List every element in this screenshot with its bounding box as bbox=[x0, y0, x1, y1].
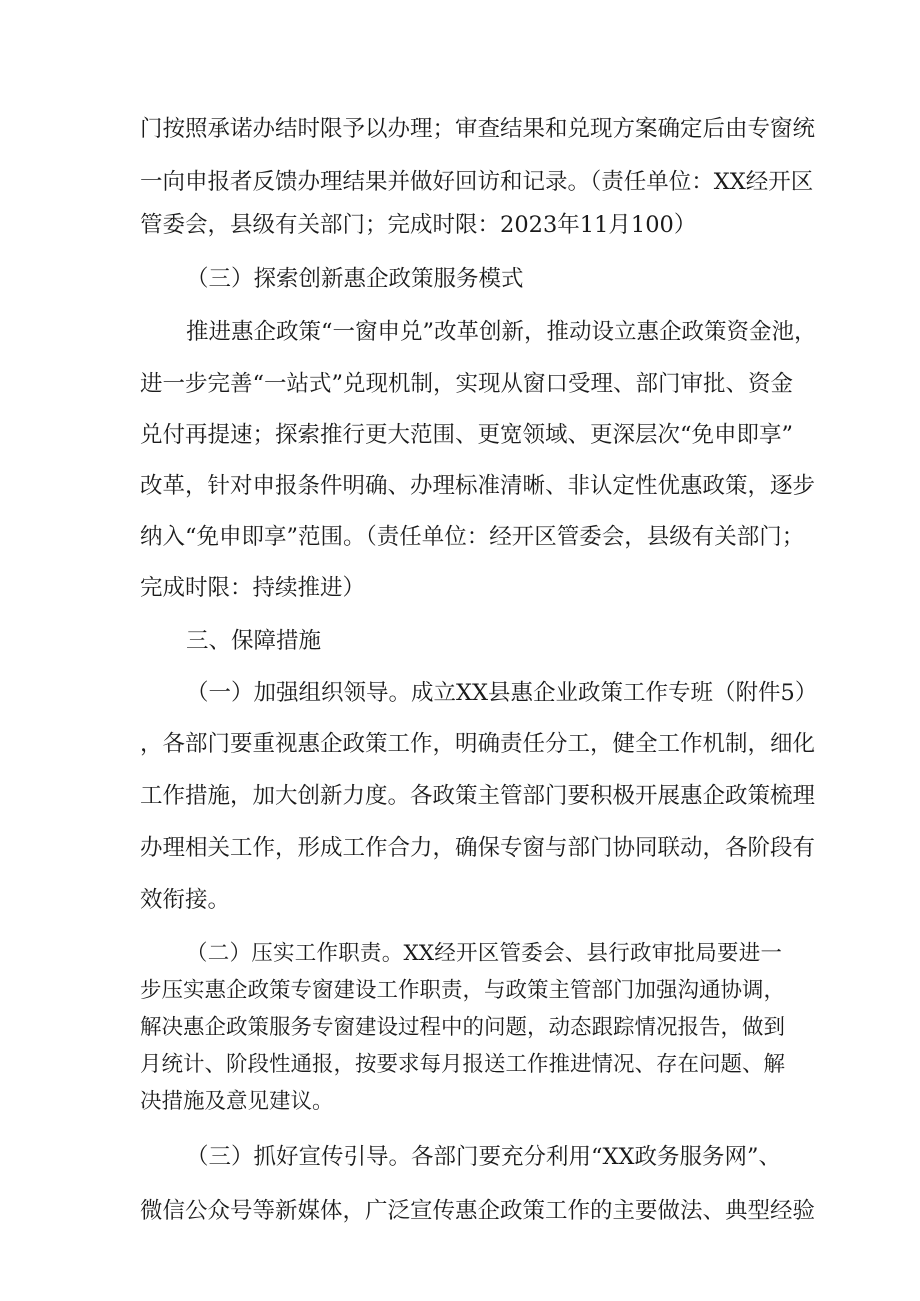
text-line: 微信公众号等新媒体，广泛宣传惠企政策工作的主要做法、典型经验 bbox=[140, 1198, 816, 1224]
text-line: 纳入“免申即享”范围。（责任单位：经开区管委会，县级有关部门； bbox=[140, 524, 805, 550]
text-line: 解决惠企政策服务专窗建设过程中的问题，动态跟踪情况报告，做到 bbox=[140, 1015, 786, 1040]
text-line: 步压实惠企政策专窗建设工作职责，与政策主管部门加强沟通协调， bbox=[140, 978, 786, 1003]
text-line: 管委会，县级有关部门；完成时限：2023年11月100） bbox=[140, 212, 697, 238]
text-line: 工作措施，加大创新力度。各政策主管部门要积极开展惠企政策梳理 bbox=[140, 783, 816, 809]
text-line: 门按照承诺办结时限予以办理；审查结果和兑现方案确定后由专窗统 bbox=[140, 116, 816, 142]
text-line: 决措施及意见建议。 bbox=[140, 1089, 334, 1114]
text-line: 月统计、阶段性通报，按要求每月报送工作推进情况、存在问题、解 bbox=[140, 1052, 786, 1077]
text-line: 改革，针对申报条件明确、办理标准清晰、非认定性优惠政策，逐步 bbox=[140, 473, 816, 499]
text-line: 效衔接。 bbox=[140, 887, 231, 913]
text-line: 进一步完善“一站式”兑现机制，实现从窗口受理、部门审批、资金 bbox=[140, 371, 794, 397]
text-line: （二）压实工作职责。XX经开区管委会、县行政审批局要进一 bbox=[186, 941, 782, 966]
text-line: 办理相关工作，形成工作合力，确保专窗与部门协同联动，各阶段有 bbox=[140, 835, 816, 861]
text-line: （一）加强组织领导。成立XX县惠企业政策工作专班（附件5） bbox=[186, 680, 818, 706]
text-line: 推进惠企政策“一窗申兑”改革创新，推动设立惠企政策资金池， bbox=[186, 319, 817, 345]
text-line: ，各部门要重视惠企政策工作，明确责任分工，健全工作机制，细化 bbox=[140, 731, 816, 757]
text-line: （三）抓好宣传引导。各部门要充分利用“XX政务服务网”、 bbox=[186, 1144, 782, 1170]
text-line: 兑付再提速；探索推行更大范围、更宽领域、更深层次“免申即享” bbox=[140, 422, 794, 448]
section-heading: （三）探索创新惠企政策服务模式 bbox=[186, 266, 524, 292]
text-line: 完成时限：持续推进） bbox=[140, 575, 366, 601]
section-heading: 三、保障措施 bbox=[186, 628, 322, 654]
text-line: 一向申报者反馈办理结果并做好回访和记录。（责任单位：XX经开区 bbox=[140, 169, 814, 195]
